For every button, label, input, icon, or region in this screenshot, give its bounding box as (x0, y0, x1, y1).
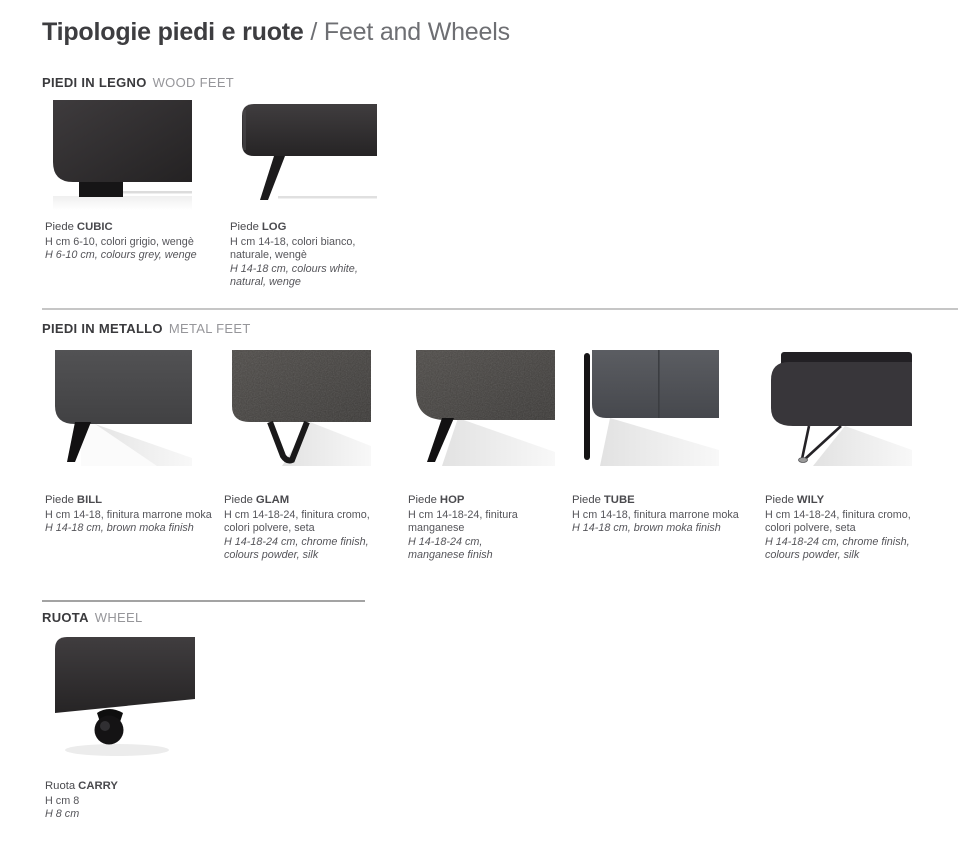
cubic-wood-foot-photo (45, 100, 192, 212)
tube-metal-foot-photo (572, 348, 719, 466)
glam-metal-foot-photo (224, 348, 371, 466)
caption-tube: Piede TUBE H cm 14-18, finitura marrone moka H 14-18 cm, brown moka finish (572, 494, 739, 535)
caption-log: Piede LOG H cm 14-18, colori bianco, naturale, wengè H 14-18 cm, colours white, natural, wenge (230, 221, 358, 289)
section-divider (42, 308, 958, 310)
log-wood-foot-photo (230, 100, 377, 212)
item-name: Piede WILY (765, 494, 825, 506)
section-heading-wood-feet: PIEDI IN LEGNO WOOD FEET (42, 75, 235, 90)
item-name: Piede HOP (408, 494, 465, 506)
title-separator: / (303, 18, 324, 46)
page-title-italian: Tipologie piedi e ruote (42, 18, 304, 46)
carry-wheel-photo (45, 633, 195, 760)
item-name: Piede TUBE (572, 494, 635, 506)
caption-bill: Piede BILL H cm 14-18, finitura marrone moka H 14-18 cm, brown moka finish (45, 494, 212, 535)
item-name: Ruota CARRY (45, 780, 118, 792)
item-name: Piede LOG (230, 221, 287, 233)
section-divider (42, 600, 365, 602)
section-heading-wheel: RUOTA WHEEL (42, 610, 143, 625)
caption-glam: Piede GLAM H cm 14-18-24, finitura cromo, colori polvere, seta H 14-18-24 cm, chrome finish, colours powder, silk (224, 494, 370, 562)
hop-metal-foot-photo (408, 348, 555, 466)
bill-metal-foot-photo (45, 348, 192, 466)
item-name: Piede GLAM (224, 494, 290, 506)
item-name: Piede CUBIC (45, 221, 113, 233)
caption-wily: Piede WILY H cm 14-18-24, finitura cromo, colori polvere, seta H 14-18-24 cm, chrome finish, colours powder, silk (765, 494, 911, 562)
caption-carry: Ruota CARRY H cm 8 H 8 cm (45, 780, 118, 821)
caption-hop: Piede HOP H cm 14-18-24, finitura manganese H 14-18-24 cm, manganese finish (408, 494, 518, 562)
section-heading-metal-feet: PIEDI IN METALLO METAL FEET (42, 321, 251, 336)
page-title-english: Feet and Wheels (323, 18, 510, 46)
wily-metal-foot-photo (765, 348, 912, 466)
item-name: Piede BILL (45, 494, 103, 506)
caption-cubic: Piede CUBIC H cm 6-10, colori grigio, wengè H 6-10 cm, colours grey, wenge (45, 221, 197, 262)
page-title (42, 18, 510, 47)
